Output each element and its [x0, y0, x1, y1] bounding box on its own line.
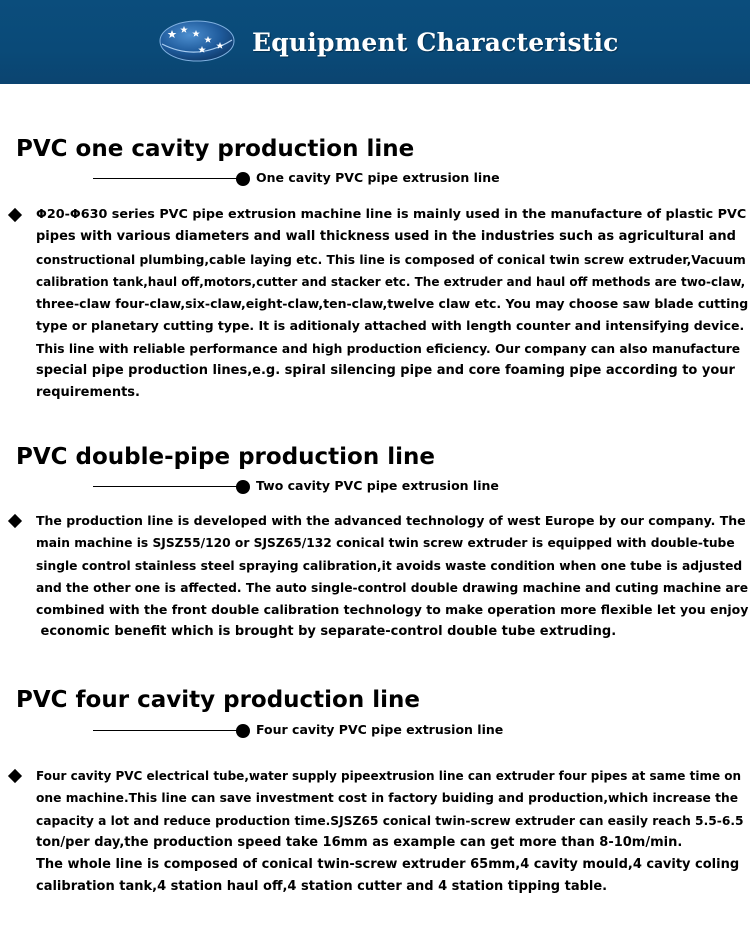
- paragraph-line: type or planetary cutting type. It is aditionaly attached with length counter and intensifying device.: [36, 318, 745, 334]
- section-title: PVC four cavity production line: [16, 687, 420, 713]
- paragraph-line: and the other one is affected. The auto single-control double drawing machine and cuting machine are: [36, 580, 749, 595]
- section-subtitle: Two cavity PVC pipe extrusion line: [256, 478, 499, 493]
- section-subtitle-row: [93, 478, 593, 498]
- section-paragraph: [36, 765, 748, 899]
- paragraph-line: The whole line is composed of conical twin-screw extruder 65mm,4 cavity mould,4 cavity coling: [36, 857, 740, 873]
- paragraph-line: pipes with various diameters and wall thickness used in the industries such as agricultural and: [36, 229, 736, 245]
- section-subtitle-row: [93, 170, 593, 190]
- divider-line: [93, 486, 239, 487]
- page-title: Equipment Characteristic: [252, 28, 619, 57]
- section-subtitle-row: [93, 722, 593, 742]
- paragraph-line: calibration tank,4 station haul off,4 station cutter and 4 station tipping table.: [36, 879, 608, 895]
- paragraph-line: three-claw four-claw,six-claw,eight-claw,ten-claw,twelve claw etc. You may choose saw blade cutting: [36, 296, 749, 312]
- diamond-bullet-icon: [8, 769, 22, 783]
- paragraph-line: main machine is SJSZ55/120 or SJSZ65/132 conical twin screw extruder is equipped with double-tube: [36, 536, 735, 551]
- paragraph-line: combined with the front double calibration technology to make operation more flexible let you enjoy: [36, 602, 749, 618]
- diamond-bullet-icon: [8, 514, 22, 528]
- paragraph-line: special pipe production lines,e.g. spiral silencing pipe and core foaming pipe according to your: [36, 363, 735, 379]
- section-subtitle: One cavity PVC pipe extrusion line: [256, 170, 500, 185]
- paragraph-line: economic benefit which is brought by separate-control double tube extruding.: [36, 624, 617, 640]
- bullet-dot-icon: [236, 724, 250, 738]
- bullet-dot-icon: [236, 172, 250, 186]
- section-title: PVC one cavity production line: [16, 136, 415, 162]
- paragraph-line: The production line is developed with the advanced technology of west Europe by our company. The: [36, 513, 746, 528]
- bullet-dot-icon: [236, 480, 250, 494]
- paragraph-line: constructional plumbing,cable laying etc. This line is composed of conical twin screw extruder,Vacuum: [36, 252, 746, 267]
- paragraph-line: This line with reliable performance and high production eficiency. Our company can also manufacture: [36, 341, 741, 356]
- section-subtitle: Four cavity PVC pipe extrusion line: [256, 722, 504, 737]
- paragraph-line: single control stainless steel spraying calibration,it avoids waste condition when one tube is adjusted: [36, 558, 743, 573]
- stars-globe-icon: [158, 18, 236, 64]
- paragraph-line: requirements.: [36, 385, 140, 401]
- paragraph-line: one machine.This line can save investment cost in factory buiding and production,which increase the: [36, 791, 739, 806]
- section-paragraph: [36, 204, 748, 405]
- paragraph-line: Four cavity PVC electrical tube,water supply pipeextrusion line can extruder four pipes at same time on: [36, 769, 742, 783]
- paragraph-line: Φ20-Φ630 series PVC pipe extrusion machine line is mainly used in the manufacture of plastic PVC: [36, 207, 747, 222]
- section-title: PVC double-pipe production line: [16, 444, 435, 470]
- section-paragraph: [36, 510, 748, 644]
- paragraph-line: calibration tank,haul off,motors,cutter and stacker etc. The extruder and haul off methods are two-claw,: [36, 274, 746, 289]
- paragraph-line: capacity a lot and reduce production time.SJSZ65 conical twin-screw extruder can easily reach 5.5-6.5: [36, 813, 744, 828]
- paragraph-line: ton/per day,the production speed take 16mm as example can get more than 8-10m/min.: [36, 834, 683, 850]
- diamond-bullet-icon: [8, 208, 22, 222]
- divider-line: [93, 178, 239, 179]
- header-banner: [0, 0, 750, 84]
- divider-line: [93, 730, 239, 731]
